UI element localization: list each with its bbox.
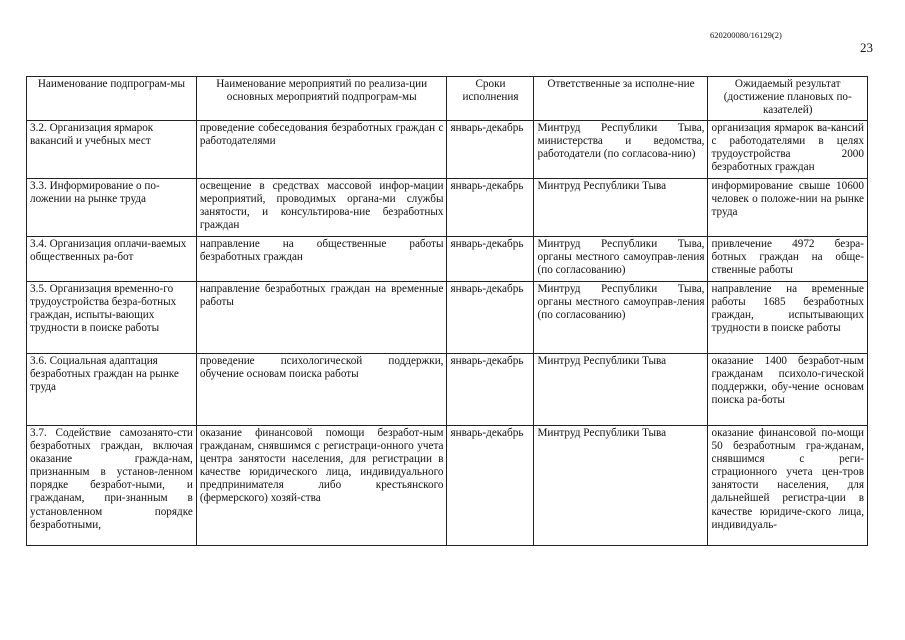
column-header-activity: Наименование мероприятий по реализа-ции основных мероприятий подпрограм-мы (196, 77, 447, 121)
cell-responsible: Минтруд Республики Тыва, органы местного самоуправ-ления (по согласованию) (534, 282, 708, 354)
table-row (27, 354, 868, 426)
cell-term: январь-декабрь (447, 121, 534, 179)
cell-subprogram: 3.4. Организация оплачи-ваемых общественных ра-бот (27, 237, 197, 282)
cell-term: январь-декабрь (447, 282, 534, 354)
cell-result: оказание 1400 безработ-ным гражданам психоло-гической поддержки, обу-чение основам поиска ра-боты (708, 354, 868, 426)
cell-term: январь-декабрь (447, 354, 534, 426)
cell-result: оказание финансовой по-мощи 50 безработным гра-жданам, снявшимся с реги-страционного учета цен-тров занятости населения, для дальнейшей регистра-ции в качестве юридиче-ского лица, индивидуаль- (708, 426, 868, 546)
cell-activity: направление безработных граждан на временные работы (196, 282, 447, 354)
column-header-responsible: Ответственные за исполне-ние (534, 77, 708, 121)
table-row (27, 179, 868, 237)
cell-result: информирование свыше 10600 человек о положе-нии на рынке труда (708, 179, 868, 237)
cell-term: январь-декабрь (447, 179, 534, 237)
table-header-row (27, 77, 868, 121)
cell-responsible: Минтруд Республики Тыва, органы местного самоуправ-ления (по согласованию) (534, 237, 708, 282)
plan-table (26, 76, 868, 546)
cell-subprogram: 3.6. Социальная адаптация безработных граждан на рынке труда (27, 354, 197, 426)
column-header-subprogram: Наименование подпрограм-мы (27, 77, 197, 121)
cell-responsible: Минтруд Республики Тыва (534, 354, 708, 426)
cell-subprogram: 3.5. Организация временно-го трудоустройства безра-ботных граждан, испыты-вающих трудности в поиске работы (27, 282, 197, 354)
page-number: 23 (860, 40, 873, 55)
cell-term: январь-декабрь (447, 237, 534, 282)
cell-result: привлечение 4972 безра-ботных граждан на обще-ственные работы (708, 237, 868, 282)
cell-responsible: Минтруд Республики Тыва (534, 179, 708, 237)
cell-term: январь-декабрь (447, 426, 534, 546)
cell-activity: оказание финансовой помощи безработ-ным гражданам, снявшимся с регистраци-онного учета центра занятости населения, для регистрации в качестве юридического лица, индивидуального предпринимателя либо крестьянского (фермерского) хозяй-ства (196, 426, 447, 546)
table-row (27, 121, 868, 179)
cell-result: направление на временные работы 1685 безработных граждан, испытывающих трудности в поиске работы (708, 282, 868, 354)
cell-subprogram: 3.7. Содействие самозанято-сти безработных граждан, включая оказание гражда-нам, признанным в установ-ленном порядке безработ-ными, и гражданам, при-знанным в установленном порядке безработными, (27, 426, 197, 546)
cell-activity: освещение в средствах массовой инфор-мации мероприятий, проводимых органа-ми службы занятости, и консультирова-ние безработных граждан (196, 179, 447, 237)
cell-result: организация ярмарок ва-кансий с работодателями в целях трудоустройства 2000 безработных граждан (708, 121, 868, 179)
column-header-result: Ожидаемый результат (достижение плановых по-казателей) (708, 77, 868, 121)
cell-activity: проведение психологической поддержки, обучение основам поиска работы (196, 354, 447, 426)
table-row (27, 237, 868, 282)
cell-subprogram: 3.3. Информирование о по-ложении на рынке труда (27, 179, 197, 237)
cell-responsible: Минтруд Республики Тыва (534, 426, 708, 546)
cell-activity: проведение собеседования безработных граждан с работодателями (196, 121, 447, 179)
cell-responsible: Минтруд Республики Тыва, министерства и ведомства, работодатели (по согласова-нию) (534, 121, 708, 179)
cell-activity: направление на общественные работы безработных граждан (196, 237, 447, 282)
document-id: 620200080/16129(2) (710, 30, 782, 40)
table-row (27, 426, 868, 546)
cell-subprogram: 3.2. Организация ярмарок вакансий и учебных мест (27, 121, 197, 179)
table-row (27, 282, 868, 354)
column-header-term: Сроки исполнения (447, 77, 534, 121)
